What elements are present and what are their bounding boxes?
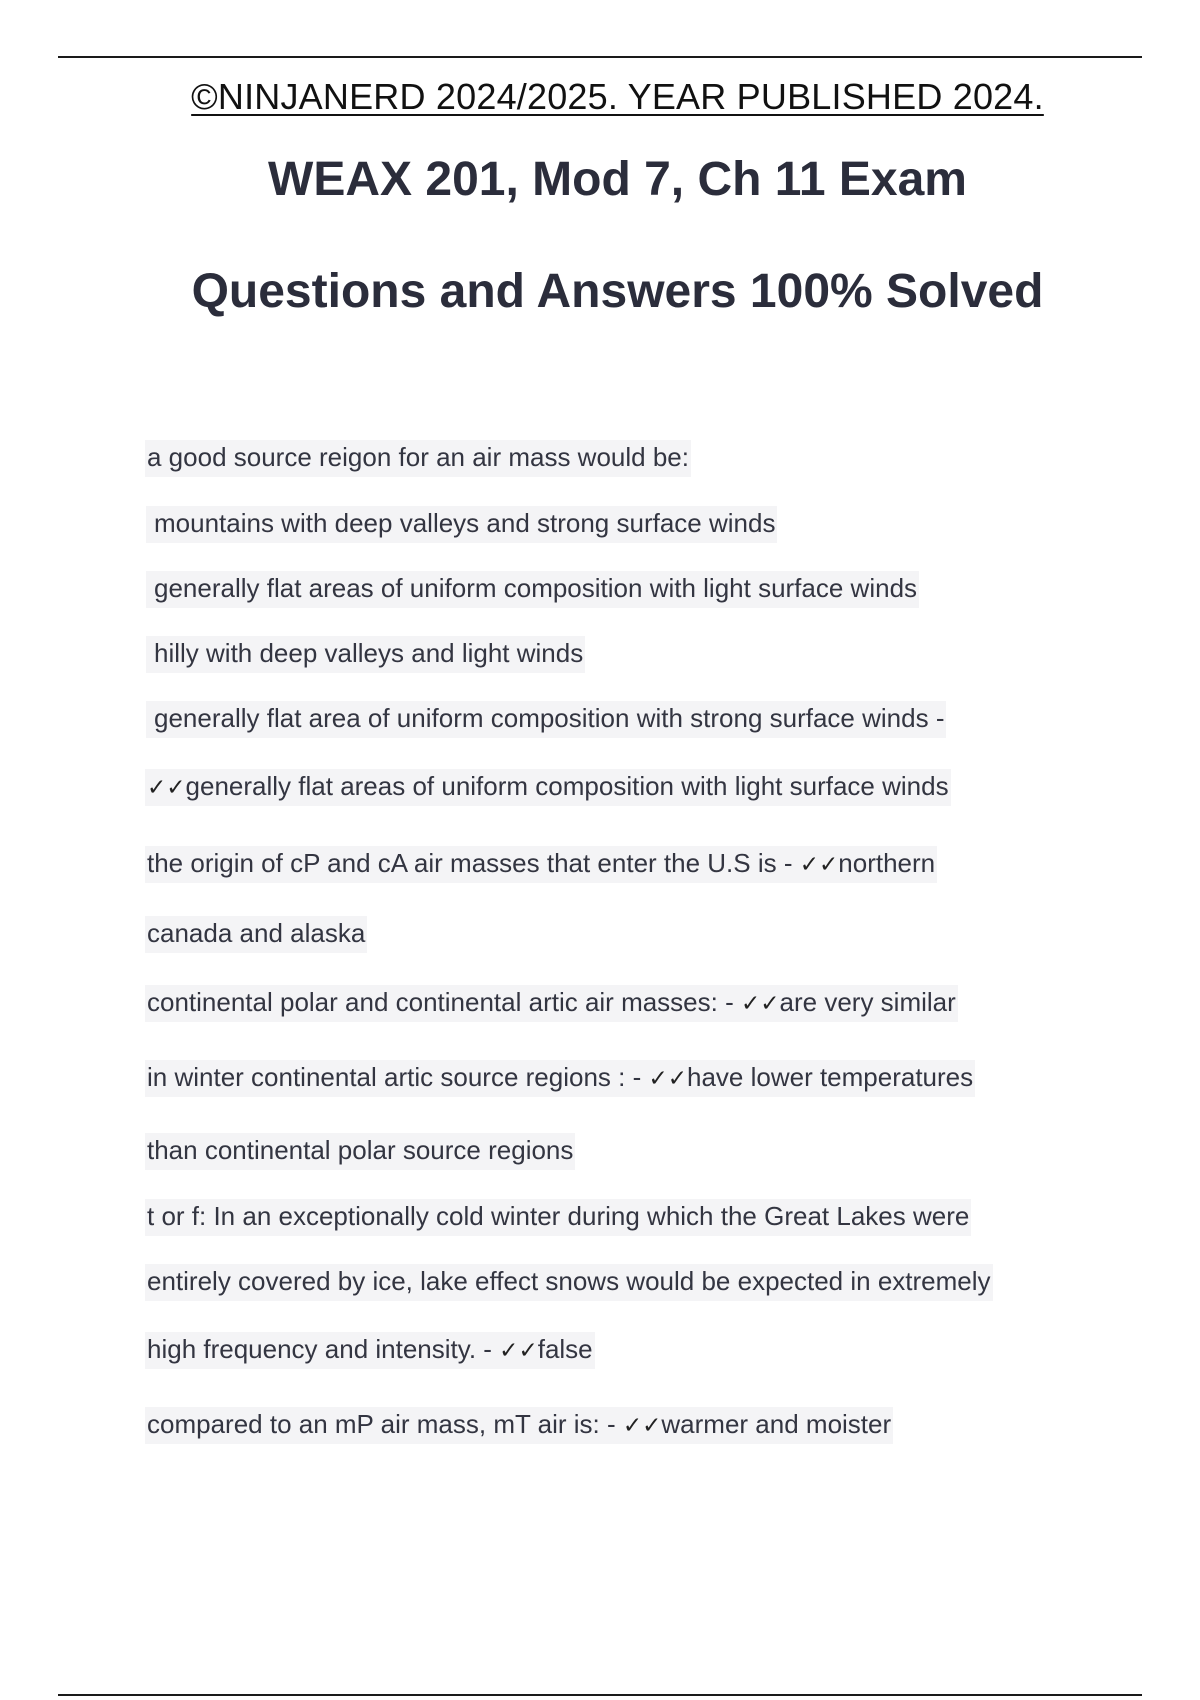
question-4-line-1 <box>145 1060 975 1097</box>
check-mark-icon: ✓✓ <box>622 1413 662 1439</box>
answer-text: have lower temperatures <box>687 1062 974 1092</box>
question-text: the origin of cP and cA air masses that enter the U.S is - <box>147 848 800 878</box>
check-mark-icon: ✓✓ <box>799 852 839 878</box>
question-text: high frequency and intensity. - <box>147 1334 500 1364</box>
bottom-rule <box>58 1694 1142 1696</box>
question-1-answer <box>145 769 951 806</box>
question-1-option-a: mountains with deep valleys and strong surface winds <box>146 506 777 543</box>
document-title-line-1: WEAX 201, Mod 7, Ch 11 Exam <box>268 153 967 206</box>
question-1-option-c: hilly with deep valleys and light winds <box>146 636 585 673</box>
question-2-line-2: canada and alaska <box>145 916 367 953</box>
question-1-option-b: generally flat areas of uniform composition with light surface winds <box>146 571 919 608</box>
check-mark-icon: ✓✓ <box>740 991 780 1017</box>
check-mark-icon: ✓✓ <box>147 775 186 801</box>
question-5-line-2: entirely covered by ice, lake effect snows would be expected in extremely <box>145 1264 993 1301</box>
check-mark-icon: ✓✓ <box>648 1066 687 1092</box>
question-6 <box>145 1407 893 1444</box>
document-title-line-2: Questions and Answers 100% Solved <box>191 265 1044 318</box>
answer-text: generally flat areas of uniform composition with light surface winds <box>185 771 949 801</box>
question-2-line-1 <box>145 846 937 883</box>
answer-text: northern <box>838 848 936 878</box>
question-text: continental polar and continental artic air masses: - <box>147 987 741 1017</box>
question-1-option-d: generally flat area of uniform composition with strong surface winds - <box>146 701 946 738</box>
answer-text: false <box>537 1334 593 1364</box>
top-rule <box>58 56 1142 58</box>
question-5-line-3 <box>145 1332 595 1369</box>
check-mark-icon: ✓✓ <box>499 1338 538 1364</box>
question-1: a good source reigon for an air mass would be: <box>145 440 691 477</box>
answer-text: are very similar <box>779 987 956 1017</box>
question-text: in winter continental artic source regions : - <box>147 1062 649 1092</box>
question-3 <box>145 985 958 1022</box>
question-text: compared to an mP air mass, mT air is: - <box>147 1409 623 1439</box>
question-5-line-1: t or f: In an exceptionally cold winter during which the Great Lakes were <box>145 1199 971 1236</box>
question-4-line-2: than continental polar source regions <box>145 1133 575 1170</box>
copyright-header: ©NINJANERD 2024/2025. YEAR PUBLISHED 2024. <box>191 76 1044 117</box>
answer-text: warmer and moister <box>661 1409 892 1439</box>
